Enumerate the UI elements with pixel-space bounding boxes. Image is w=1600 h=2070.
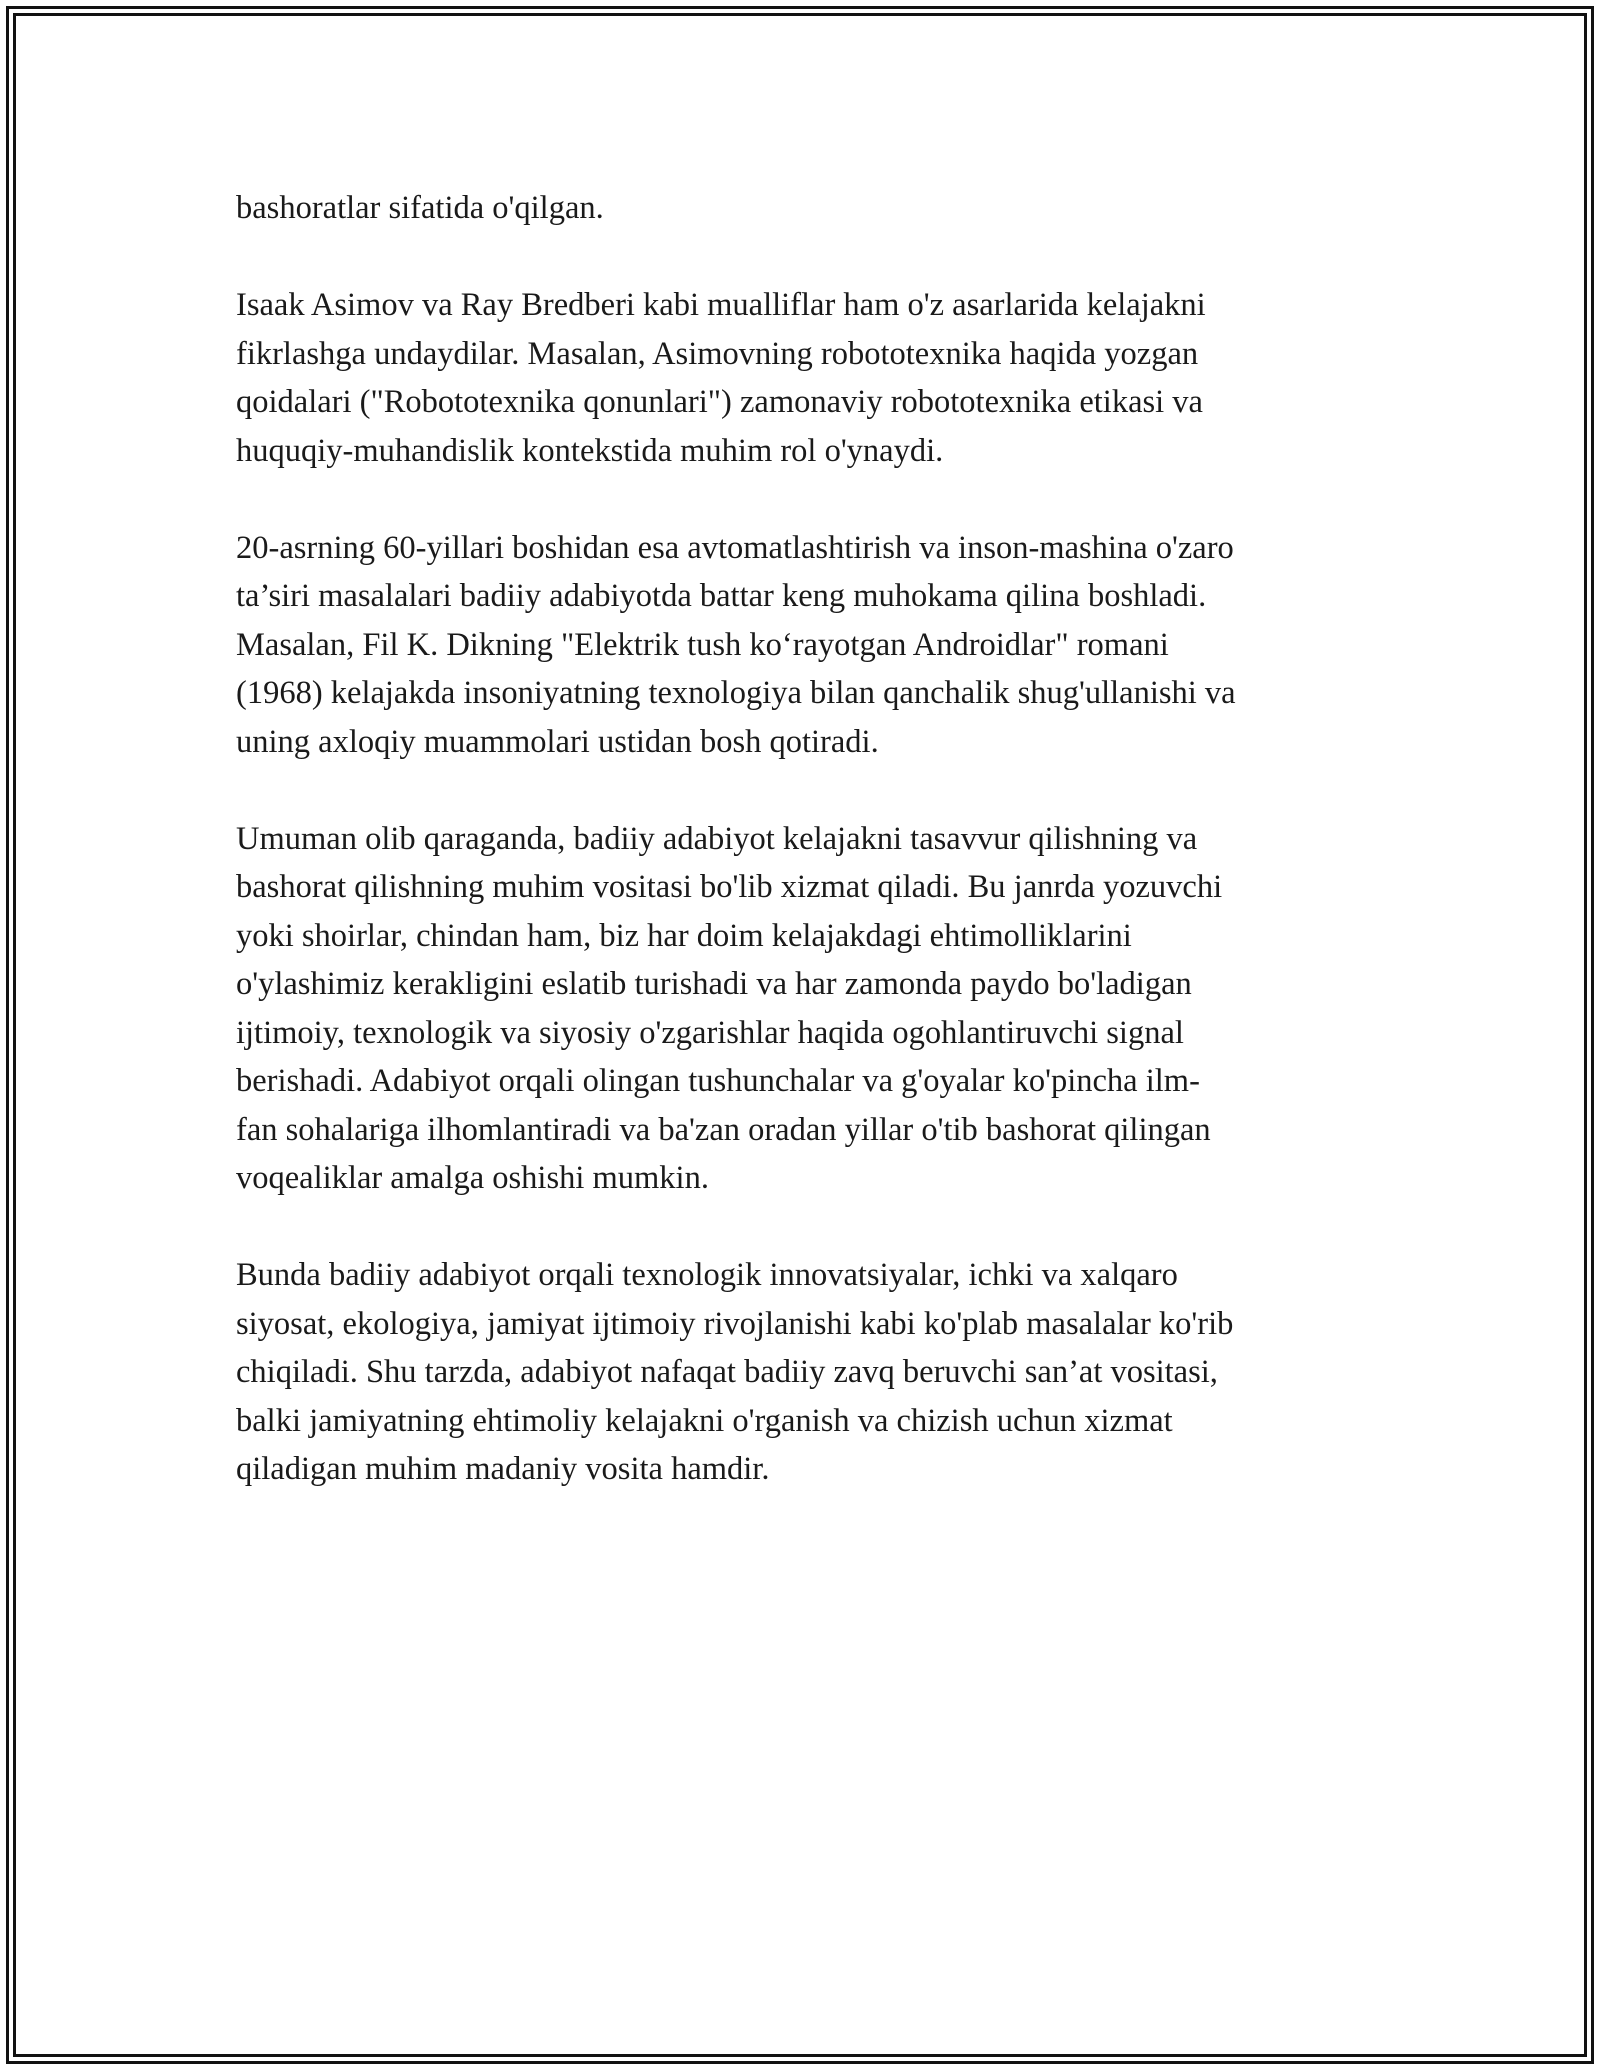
paragraph: 20-asrning 60-yillari boshidan esa avtomatlashtirish va inson-mashina o'zaro ta’siri masalalari badiiy adabiyotda battar keng muhokama qilina boshladi. Masalan, Fil K. Dikning "Elektrik tush ko‘rayotgan Androidlar" romani (1968) kelajakda insoniyatning texnologiya bilan qanchalik shug'ullanishi va uning axloqiy muammolari ustidan bosh qotiradi.: [236, 529, 1236, 760]
paragraph: bashoratlar sifatida o'qilgan.: [236, 190, 604, 226]
paragraph: Isaak Asimov va Ray Bredberi kabi mualliflar ham o'z asarlarida kelajakni fikrlashga undaydilar. Masalan, Asimovning robototexnika haqida yozgan qoidalari ("Robototexnika qonunlari") zamonaviy robototexnika etikasi va huquqiy-muhandislik kontekstida muhim rol o'ynaydi.: [236, 287, 1206, 469]
document-body: [236, 184, 1376, 1542]
paragraph: Umuman olib qaraganda, badiiy adabiyot kelajakni tasavvur qilishning va bashorat qilishning muhim vositasi bo'lib xizmat qiladi. Bu janrda yozuvchi yoki shoirlar, chindan ham, biz har doim kelajakdagi ehtimolliklarini o'ylashimiz kerakligini eslatib turishadi va har zamonda paydo bo'ladigan ijtimoiy, texnologik va siyosiy o'zgarishlar haqida ogohlantiruvchi signal berishadi. Adabiyot orqali olingan tushunchalar va g'oyalar ko'pincha ilm- fan sohalariga ilhomlantiradi va ba'zan oradan yillar o'tib bashorat qilingan voqealiklar amalga oshishi mumkin.: [236, 820, 1223, 1196]
paragraph: Bunda badiiy adabiyot orqali texnologik innovatsiyalar, ichki va xalqaro siyosat, ekologiya, jamiyat ijtimoiy rivojlanishi kabi ko'plab masalalar ko'rib chiqiladi. Shu tarzda, adabiyot nafaqat badiiy zavq beruvchi san’at vositasi, balki jamiyatning ehtimoliy kelajakni o'rganish va chizish uchun xizmat qiladigan muhim madaniy vosita hamdir.: [236, 1257, 1234, 1487]
